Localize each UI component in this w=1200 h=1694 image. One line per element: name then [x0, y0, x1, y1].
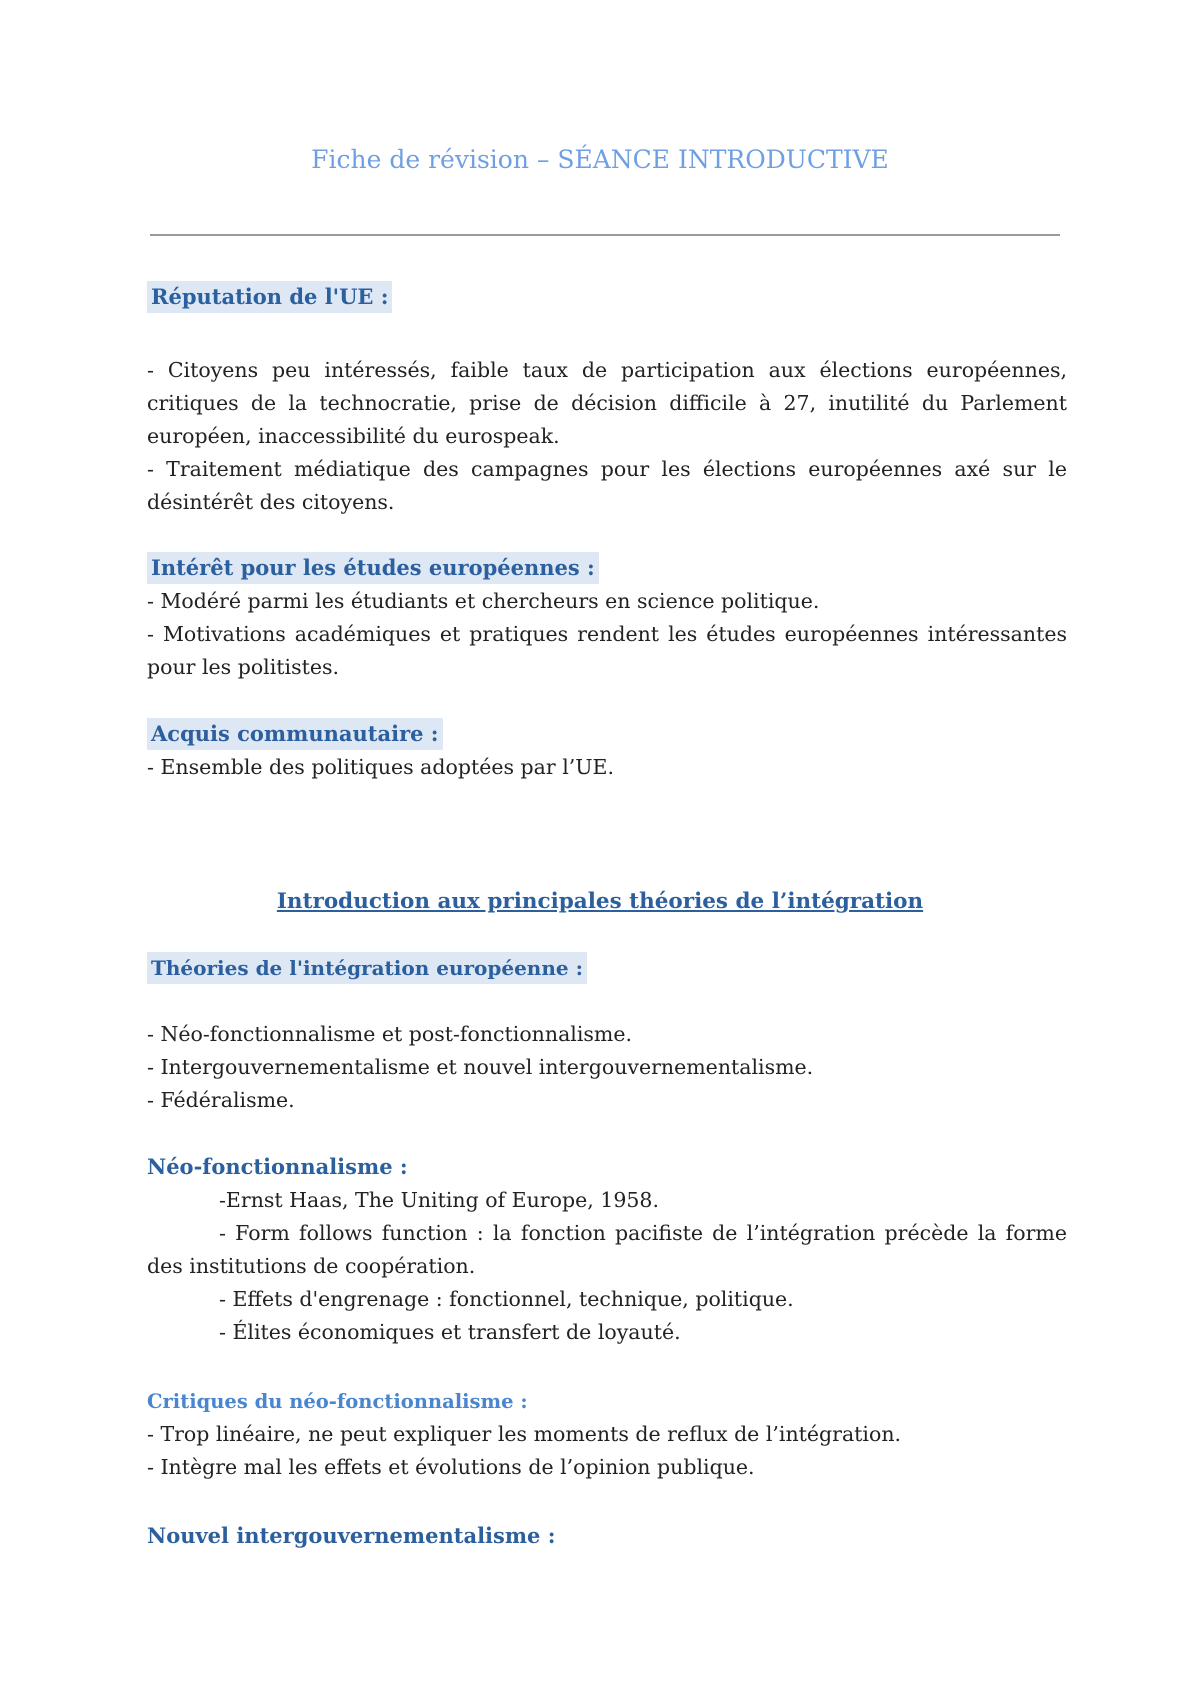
list-item: -Ernst Haas, The Uniting of Europe, 1958.	[219, 1188, 659, 1212]
heading-highlight: Théories de l'intégration européenne :	[147, 952, 587, 984]
list-item: - Néo-fonctionnalisme et post-fonctionnalisme.	[147, 1022, 633, 1046]
list-item: - Ensemble des politiques adoptées par l’UE.	[147, 755, 615, 779]
heading-text: Nouvel intergouvernementalisme :	[147, 1523, 556, 1548]
paragraph-line: - Traitement médiatique des campagnes pour les élections européennes axé sur le	[147, 457, 1067, 481]
page-title: Fiche de révision – SÉANCE INTRODUCTIVE	[311, 145, 889, 174]
list-item: - Modéré parmi les étudiants et chercheurs en science politique.	[147, 589, 820, 613]
heading-highlight: Intérêt pour les études européennes :	[147, 552, 599, 584]
list-item: - Effets d'engrenage : fonctionnel, technique, politique.	[219, 1287, 794, 1311]
list-item-continuation: pour les politistes.	[147, 655, 340, 679]
section-interet-body	[147, 585, 1067, 684]
section-neofonctionnalisme-heading	[147, 1151, 1067, 1184]
paragraph-line: - Citoyens peu intéressés, faible taux de participation aux élections européennes,	[147, 358, 1067, 382]
paragraph-line: européen, inaccessibilité du eurospeak.	[147, 424, 560, 448]
section-reputation-body	[147, 354, 1067, 519]
section-critiques-body	[147, 1418, 1067, 1484]
section-neofonctionnalisme-body	[147, 1184, 1067, 1349]
list-item: - Motivations académiques et pratiques rendent les études européennes intéressantes	[147, 622, 1067, 646]
section-theories-list	[147, 1018, 1067, 1117]
list-item-continuation: des institutions de coopération.	[147, 1254, 476, 1278]
section-critiques-heading	[147, 1385, 1067, 1418]
list-item: - Intergouvernementalisme et nouvel intergouvernementalisme.	[147, 1055, 814, 1079]
section-theories-heading	[147, 952, 1067, 985]
horizontal-divider	[150, 234, 1060, 236]
list-item: - Élites économiques et transfert de loyauté.	[219, 1320, 681, 1344]
heading-highlight: Acquis communautaire :	[147, 718, 443, 750]
list-item: - Fédéralisme.	[147, 1088, 295, 1112]
section-acquis-body	[147, 751, 1067, 784]
subheading-text: Critiques du néo-fonctionnalisme :	[147, 1390, 528, 1413]
section-interet-heading	[147, 552, 1067, 585]
section-nouvel-intergouv-heading	[147, 1520, 1067, 1553]
heading-highlight: Réputation de l'UE :	[147, 281, 392, 313]
heading-text: Néo-fonctionnalisme :	[147, 1154, 408, 1179]
list-item: - Form follows function : la fonction pacifiste de l’intégration précède la forme	[219, 1221, 1067, 1245]
intro-section-title: Introduction aux principales théories de l’intégration	[276, 889, 924, 914]
paragraph-line: désintérêt des citoyens.	[147, 490, 395, 514]
list-item: - Intègre mal les effets et évolutions de l’opinion publique.	[147, 1455, 755, 1479]
section-reputation-heading	[147, 281, 1067, 314]
paragraph-line: critiques de la technocratie, prise de décision difficile à 27, inutilité du Parlement	[147, 391, 1067, 415]
section-acquis-heading	[147, 718, 1067, 751]
list-item: - Trop linéaire, ne peut expliquer les moments de reflux de l’intégration.	[147, 1422, 902, 1446]
